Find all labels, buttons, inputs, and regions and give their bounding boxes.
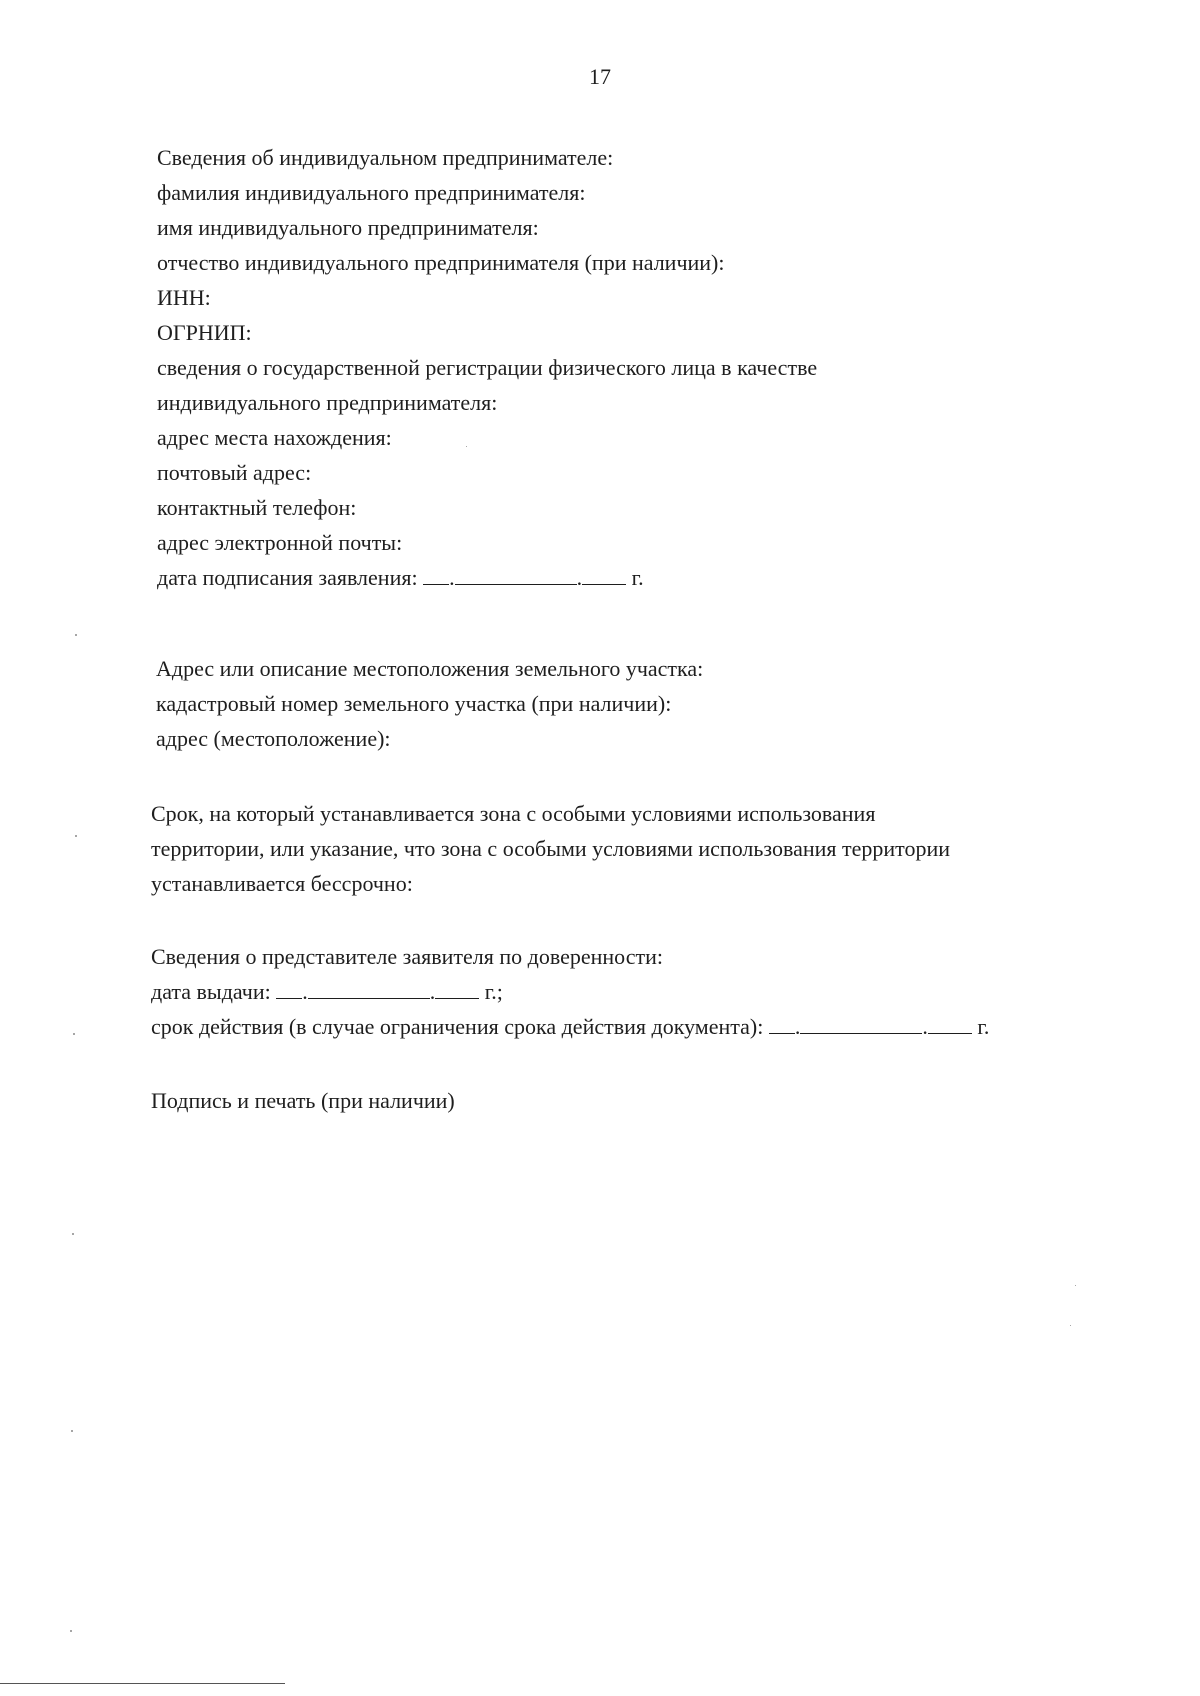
issue-date-day-blank[interactable] (276, 978, 302, 999)
field-plot-address: адрес (местоположение): (156, 726, 391, 751)
scan-speck (72, 1233, 74, 1235)
scan-speck (75, 835, 77, 837)
scan-speck (466, 446, 467, 447)
field-signing-date: дата подписания заявления: . . г. (157, 565, 644, 590)
signing-date-day-blank[interactable] (423, 564, 449, 585)
field-patronymic: отчество индивидуального предпринимателя (при наличии): (157, 250, 725, 275)
term-text-line3: устанавливается бессрочно: (151, 871, 413, 896)
field-registration-line2: индивидуального предпринимателя: (157, 390, 498, 415)
section-heading-entrepreneur: Сведения об индивидуальном предпринимателе: (157, 145, 614, 170)
field-validity: срок действия (в случае ограничения срока действия документа): . . г. (151, 1014, 990, 1039)
signature-section (151, 1083, 455, 1118)
scan-speck (71, 1430, 73, 1432)
land-plot-section (156, 651, 703, 756)
field-issue-date: дата выдачи: . . г.; (151, 979, 503, 1004)
issue-date-suffix: г.; (484, 979, 503, 1004)
section-heading-representative: Сведения о представителе заявителя по доверенности: (151, 944, 663, 969)
signature-label: Подпись и печать (при наличии) (151, 1088, 455, 1113)
signing-date-label: дата подписания заявления: (157, 565, 418, 590)
validity-day-blank[interactable] (769, 1013, 795, 1034)
issue-date-month-blank[interactable] (308, 978, 430, 999)
representative-section (151, 939, 989, 1044)
validity-month-blank[interactable] (800, 1013, 922, 1034)
signing-date-month-blank[interactable] (455, 564, 577, 585)
term-text-line1: Срок, на который устанавливается зона с особыми условиями использования (151, 801, 876, 826)
scan-speck (70, 1630, 72, 1632)
scan-speck (75, 634, 77, 636)
scan-speck (73, 1033, 75, 1035)
field-phone: контактный телефон: (157, 495, 357, 520)
validity-label: срок действия (в случае ограничения срока действия документа): (151, 1014, 764, 1039)
page-number: 17 (589, 64, 611, 89)
scan-edge-line (0, 1683, 285, 1684)
section-heading-land-plot: Адрес или описание местоположения земельного участка: (156, 656, 704, 681)
field-registration-line1: сведения о государственной регистрации физического лица в качестве (157, 355, 818, 380)
field-name: имя индивидуального предпринимателя: (157, 215, 539, 240)
field-inn: ИНН: (157, 285, 211, 310)
issue-date-year-blank[interactable] (435, 978, 479, 999)
field-postal-address: почтовый адрес: (157, 460, 312, 485)
field-location-address: адрес места нахождения: (157, 425, 392, 450)
field-ogrnip: ОГРНИП: (157, 320, 252, 345)
signing-date-year-blank[interactable] (582, 564, 626, 585)
field-cadastral-number: кадастровый номер земельного участка (при наличии): (156, 691, 672, 716)
signing-date-suffix: г. (631, 565, 644, 590)
issue-date-label: дата выдачи: (151, 979, 271, 1004)
validity-suffix: г. (977, 1014, 990, 1039)
field-email: адрес электронной почты: (157, 530, 403, 555)
term-section (151, 796, 950, 901)
scan-speck (1070, 1325, 1071, 1326)
term-text-line2: территории, или указание, что зона с особыми условиями использования территории (151, 836, 951, 861)
scan-speck (1075, 1285, 1076, 1286)
individual-entrepreneur-section (157, 140, 817, 595)
field-surname: фамилия индивидуального предпринимателя: (157, 180, 586, 205)
validity-year-blank[interactable] (928, 1013, 972, 1034)
